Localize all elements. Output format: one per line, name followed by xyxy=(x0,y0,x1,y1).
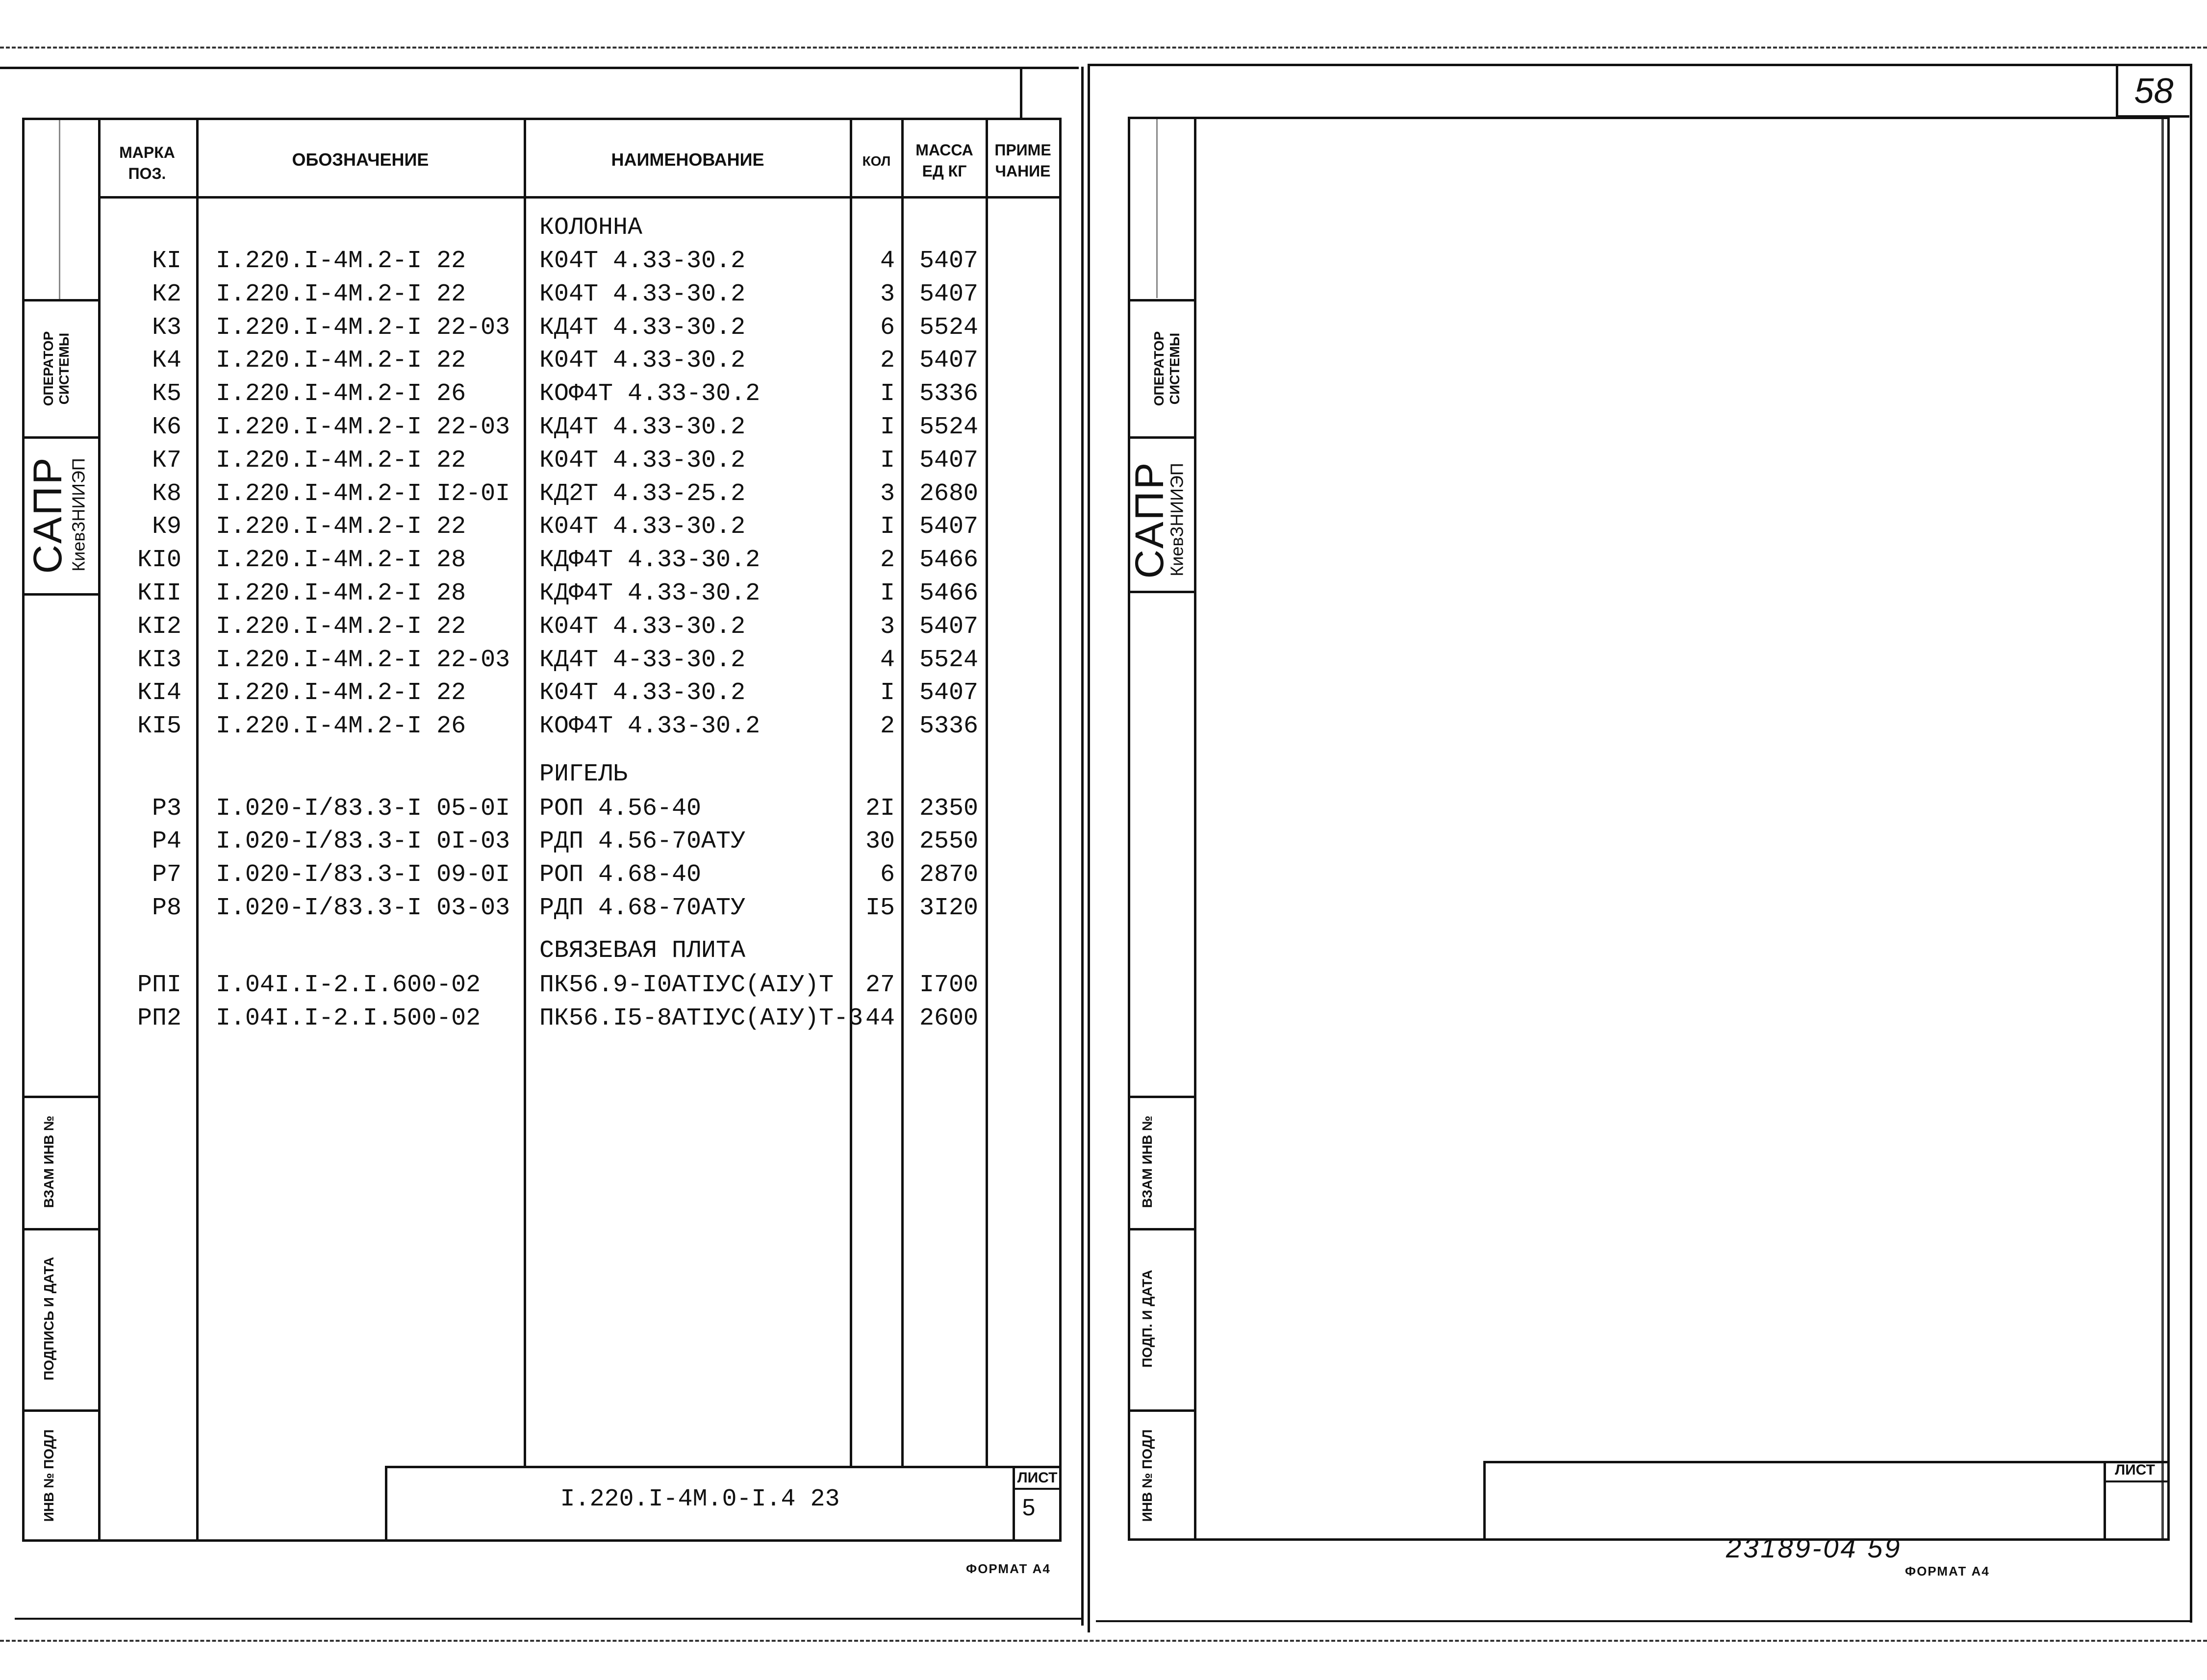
row-designation: I.020-I/83.3-I 09-0I xyxy=(216,861,510,889)
row-designation: I.220.I-4M.2-I 28 xyxy=(216,579,466,607)
row-mass: 5407 xyxy=(919,247,979,275)
row-qty: 2 xyxy=(880,712,895,741)
stamp-designation: I.220.I-4M.0-I.4 23 xyxy=(560,1485,840,1513)
format-label-left: ФОРМАТ А4 xyxy=(966,1561,1051,1576)
row-mark: К2 xyxy=(152,280,181,308)
row-designation: I.220.I-4M.2-I 26 xyxy=(216,380,466,408)
operator-label: ОПЕРАТОР СИСТЕМЫ xyxy=(40,331,72,406)
section-kolonna: КОЛОННА xyxy=(539,214,643,242)
right-stamp xyxy=(1483,1461,2170,1541)
row-designation: I.220.I-4M.2-I 22 xyxy=(216,612,466,641)
row-designation: I.220.I-4M.2-I 22-03 xyxy=(216,413,510,441)
row-mass: 2680 xyxy=(919,479,979,508)
row-mark: КI4 xyxy=(137,679,181,707)
row-qty: 4 xyxy=(880,646,895,674)
row-mark: К4 xyxy=(152,347,181,375)
row-mass: 5466 xyxy=(919,579,979,607)
row-mark: КI3 xyxy=(137,646,181,674)
row-mark: КI2 xyxy=(137,612,181,641)
row-mass: 2600 xyxy=(919,1004,979,1032)
row-name: К04Т 4.33-30.2 xyxy=(539,446,746,475)
row-qty: 3 xyxy=(880,280,895,308)
row-designation: I.220.I-4M.2-I 22-03 xyxy=(216,313,510,342)
org-label-right: КиевЗНИИЭП xyxy=(1167,463,1187,577)
handwritten-number: 23189-04 59 xyxy=(1726,1532,1902,1563)
row-qty: I xyxy=(880,579,895,607)
row-designation: I.220.I-4M.2-I 22-03 xyxy=(216,646,510,674)
row-mass: 2550 xyxy=(919,827,979,855)
row-mass: 5407 xyxy=(919,679,979,707)
row-name: К04Т 4.33-30.2 xyxy=(539,612,746,641)
stamp-sheet-number: 5 xyxy=(1022,1495,1036,1521)
format-label-right: ФОРМАТ А4 xyxy=(1905,1564,1990,1579)
row-qty: I xyxy=(880,380,895,408)
row-name: КДФ4Т 4.33-30.2 xyxy=(539,579,761,607)
row-designation: I.220.I-4M.2-I 22 xyxy=(216,280,466,308)
row-mark: К3 xyxy=(152,313,181,342)
row-mark: Р8 xyxy=(152,894,181,922)
section-rigel: РИГЕЛЬ xyxy=(539,760,628,788)
row-mark: КI0 xyxy=(137,546,181,575)
row-designation: I.220.I-4M.2-I I2-0I xyxy=(216,479,510,508)
row-name: К04Т 4.33-30.2 xyxy=(539,247,746,275)
row-designation: I.020-I/83.3-I 03-03 xyxy=(216,894,510,922)
header-note: ПРИМЕ ЧАНИЕ xyxy=(994,141,1051,180)
row-name: КОФ4Т 4.33-30.2 xyxy=(539,380,761,408)
row-mass: 5407 xyxy=(919,280,979,308)
row-qty: I xyxy=(880,679,895,707)
section-plita: СВЯЗЕВАЯ ПЛИТА xyxy=(539,937,746,965)
row-mass: 5524 xyxy=(919,313,979,342)
row-mark: РП2 xyxy=(137,1004,181,1032)
row-designation: I.04I.I-2.I.500-02 xyxy=(216,1004,481,1032)
vzam-label: ВЗАМ ИНВ № xyxy=(41,1115,56,1208)
row-mass: I700 xyxy=(919,971,979,999)
row-mass: 5466 xyxy=(919,546,979,575)
row-designation: I.020-I/83.3-I 0I-03 xyxy=(216,827,510,855)
row-name: РОП 4.68-40 xyxy=(539,861,702,889)
row-mark: К8 xyxy=(152,479,181,508)
row-designation: I.020-I/83.3-I 05-0I xyxy=(216,795,510,823)
row-designation: I.220.I-4M.2-I 22 xyxy=(216,247,466,275)
row-mass: 5336 xyxy=(919,380,979,408)
row-name: К04Т 4.33-30.2 xyxy=(539,679,746,707)
row-name: КДФ4Т 4.33-30.2 xyxy=(539,546,761,575)
row-qty: I xyxy=(880,413,895,441)
row-qty: I xyxy=(880,513,895,541)
row-mass: 5336 xyxy=(919,712,979,741)
header-designation: ОБОЗНАЧЕНИЕ xyxy=(292,150,429,170)
row-qty: 6 xyxy=(880,313,895,342)
header-name: НАИМЕНОВАНИЕ xyxy=(611,150,764,170)
row-name: КД4Т 4-33-30.2 xyxy=(539,646,746,674)
row-mark: Р4 xyxy=(152,827,181,855)
row-mark: Р7 xyxy=(152,861,181,889)
row-designation: I.220.I-4M.2-I 26 xyxy=(216,712,466,741)
row-name: КД4Т 4.33-30.2 xyxy=(539,413,746,441)
cut-line-top xyxy=(0,47,2207,49)
row-mark: К9 xyxy=(152,513,181,541)
sapr-label-right: САПР xyxy=(1127,460,1172,579)
row-name: КД2Т 4.33-25.2 xyxy=(539,479,746,508)
operator-label-right: ОПЕРАТОР СИСТЕМЫ xyxy=(1151,331,1182,406)
row-name: К04Т 4.33-30.2 xyxy=(539,347,746,375)
right-frame xyxy=(1128,117,2170,1541)
row-qty: 2 xyxy=(880,347,895,375)
header-mark: МАРКА ПОЗ. xyxy=(119,144,175,183)
row-mark: КI5 xyxy=(137,712,181,741)
inv-label-right: ИНВ № ПОДЛ xyxy=(1139,1429,1155,1522)
right-stamp-sheet-label: ЛИСТ xyxy=(2115,1462,2155,1478)
row-mark: К6 xyxy=(152,413,181,441)
row-qty: 3 xyxy=(880,612,895,641)
row-name: К04Т 4.33-30.2 xyxy=(539,513,746,541)
row-designation: I.220.I-4M.2-I 28 xyxy=(216,546,466,575)
row-name: КД4Т 4.33-30.2 xyxy=(539,313,746,342)
row-name: ПК56.I5-8АТIУС(АIУ)Т-3 xyxy=(539,1004,863,1032)
header-qty: КОЛ xyxy=(862,153,891,169)
vzam-label-right: ВЗАМ ИНВ № xyxy=(1139,1115,1155,1208)
row-mass: 5524 xyxy=(919,413,979,441)
row-name: РДП 4.56-70АТУ xyxy=(539,827,746,855)
page-number-top: 58 xyxy=(2134,72,2174,111)
row-designation: I.220.I-4M.2-I 22 xyxy=(216,679,466,707)
row-name: КОФ4Т 4.33-30.2 xyxy=(539,712,761,741)
row-mark: Р3 xyxy=(152,795,181,823)
row-mark: РПI xyxy=(137,971,181,999)
row-qty: 6 xyxy=(880,861,895,889)
row-mass: 2870 xyxy=(919,861,979,889)
org-label: КиевЗНИИЭП xyxy=(68,458,89,572)
row-name: РДП 4.68-70АТУ xyxy=(539,894,746,922)
cut-line-bottom xyxy=(0,1640,2207,1642)
row-qty: 4 xyxy=(880,247,895,275)
row-qty: 44 xyxy=(865,1004,895,1032)
podpis-label: ПОДПИСЬ И ДАТА xyxy=(41,1256,56,1381)
row-qty: 2I xyxy=(865,795,895,823)
row-designation: I.04I.I-2.I.600-02 xyxy=(216,971,481,999)
row-name: ПК56.9-I0АТIУС(АIУ)Т xyxy=(539,971,834,999)
row-mass: 5407 xyxy=(919,446,979,475)
row-name: К04Т 4.33-30.2 xyxy=(539,280,746,308)
row-mark: К7 xyxy=(152,446,181,475)
row-mark: КI xyxy=(152,247,181,275)
row-designation: I.220.I-4M.2-I 22 xyxy=(216,513,466,541)
sapr-label: САПР xyxy=(25,455,70,574)
row-mass: 5407 xyxy=(919,612,979,641)
row-name: РОП 4.56-40 xyxy=(539,795,702,823)
row-mass: 3I20 xyxy=(919,894,979,922)
row-mass: 5407 xyxy=(919,347,979,375)
podpis-label-right: ПОДП. И ДАТА xyxy=(1139,1270,1155,1368)
row-qty: 3 xyxy=(880,479,895,508)
row-qty: I xyxy=(880,446,895,475)
row-qty: 27 xyxy=(865,971,895,999)
inv-label: ИНВ № ПОДЛ xyxy=(41,1429,56,1522)
header-mass: МАССА ЕД КГ xyxy=(915,141,973,180)
row-mass: 5407 xyxy=(919,513,979,541)
row-qty: I5 xyxy=(865,894,895,922)
row-mass: 5524 xyxy=(919,646,979,674)
row-mass: 2350 xyxy=(919,795,979,823)
row-qty: 30 xyxy=(865,827,895,855)
row-designation: I.220.I-4M.2-I 22 xyxy=(216,347,466,375)
row-mark: К5 xyxy=(152,380,181,408)
row-designation: I.220.I-4M.2-I 22 xyxy=(216,446,466,475)
row-qty: 2 xyxy=(880,546,895,575)
stamp-sheet-label: ЛИСТ xyxy=(1017,1470,1058,1486)
row-mark: КII xyxy=(137,579,181,607)
